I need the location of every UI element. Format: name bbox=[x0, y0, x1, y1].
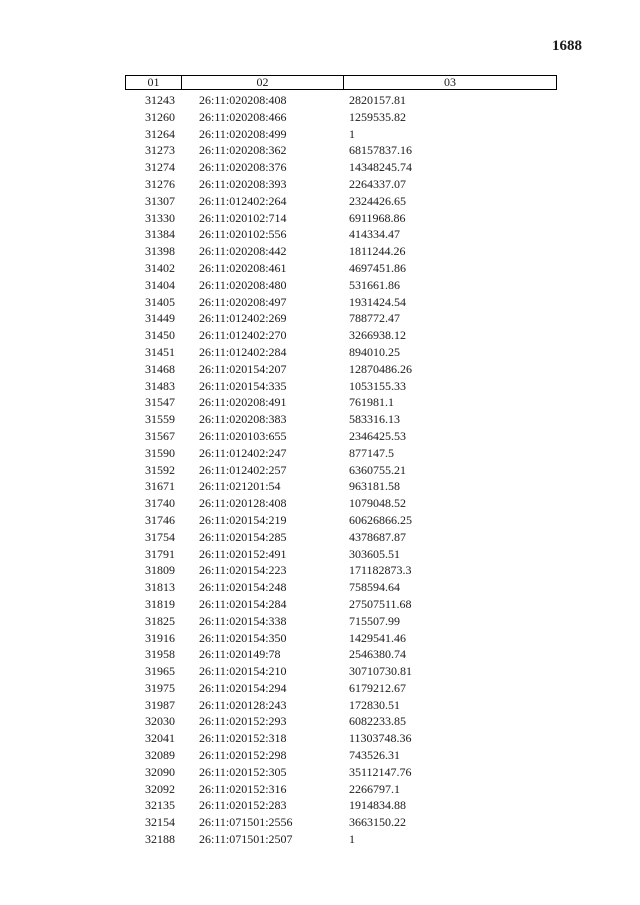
cadastral-number-cell: 26:11:020102:556 bbox=[199, 227, 287, 242]
cadastral-number-cell: 26:11:012402:284 bbox=[199, 344, 287, 359]
table-row bbox=[125, 277, 557, 294]
table-row bbox=[125, 764, 557, 781]
row-id-cell: 31813 bbox=[145, 580, 175, 595]
cadastral-number-cell: 26:11:020208:383 bbox=[199, 412, 287, 427]
table-row bbox=[125, 747, 557, 764]
cadastral-number-cell: 26:11:012402:270 bbox=[199, 328, 287, 343]
table-row bbox=[125, 613, 557, 630]
table-row bbox=[125, 630, 557, 647]
table-row bbox=[125, 310, 557, 327]
table-row bbox=[125, 697, 557, 714]
cadastral-number-cell: 26:11:020152:305 bbox=[199, 764, 287, 779]
row-id-cell: 31405 bbox=[145, 294, 175, 309]
cadastral-number-cell: 26:11:020208:362 bbox=[199, 143, 287, 158]
row-id-cell: 31276 bbox=[145, 176, 175, 191]
cadastral-number-cell: 26:11:020154:284 bbox=[199, 596, 287, 611]
cadastral-number-cell: 26:11:012402:269 bbox=[199, 311, 287, 326]
value-cell: 27507511.68 bbox=[349, 596, 412, 611]
cadastral-number-cell: 26:11:020154:338 bbox=[199, 613, 287, 628]
table-row bbox=[125, 663, 557, 680]
value-cell: 583316.13 bbox=[349, 412, 400, 427]
value-cell: 3663150.22 bbox=[349, 815, 406, 830]
column-header-02: 02 bbox=[182, 76, 344, 89]
value-cell: 1811244.26 bbox=[349, 244, 406, 259]
table-row bbox=[125, 428, 557, 445]
row-id-cell: 32090 bbox=[145, 764, 175, 779]
table-row bbox=[125, 294, 557, 311]
table-row bbox=[125, 226, 557, 243]
cadastral-number-cell: 26:11:020208:466 bbox=[199, 109, 287, 124]
value-cell: 172830.51 bbox=[349, 697, 400, 712]
cadastral-number-cell: 26:11:020152:293 bbox=[199, 714, 287, 729]
cadastral-number-cell: 26:11:020208:497 bbox=[199, 294, 287, 309]
table-row bbox=[125, 562, 557, 579]
row-id-cell: 31264 bbox=[145, 126, 175, 141]
row-id-cell: 32135 bbox=[145, 798, 175, 813]
cadastral-number-cell: 26:11:020154:207 bbox=[199, 361, 287, 376]
cadastral-number-cell: 26:11:012402:264 bbox=[199, 193, 287, 208]
table-body bbox=[125, 92, 557, 848]
value-cell: 60626866.25 bbox=[349, 512, 412, 527]
value-cell: 2346425.53 bbox=[349, 428, 406, 443]
row-id-cell: 32089 bbox=[145, 748, 175, 763]
value-cell: 68157837.16 bbox=[349, 143, 412, 158]
row-id-cell: 31449 bbox=[145, 311, 175, 326]
table-row bbox=[125, 680, 557, 697]
value-cell: 1 bbox=[349, 832, 355, 847]
value-cell: 1914834.88 bbox=[349, 798, 406, 813]
value-cell: 11303748.36 bbox=[349, 731, 412, 746]
value-cell: 894010.25 bbox=[349, 344, 400, 359]
row-id-cell: 31671 bbox=[145, 479, 175, 494]
row-id-cell: 31975 bbox=[145, 680, 175, 695]
table-row bbox=[125, 210, 557, 227]
table-row bbox=[125, 579, 557, 596]
table-row bbox=[125, 713, 557, 730]
value-cell: 3266938.12 bbox=[349, 328, 406, 343]
table-row bbox=[125, 411, 557, 428]
cadastral-number-cell: 26:11:020154:219 bbox=[199, 512, 287, 527]
column-header-03: 03 bbox=[444, 75, 456, 89]
cadastral-number-cell: 26:11:020128:243 bbox=[199, 697, 287, 712]
table-row bbox=[125, 92, 557, 109]
table-row bbox=[125, 378, 557, 395]
value-cell: 1429541.46 bbox=[349, 630, 406, 645]
cadastral-number-cell: 26:11:012402:257 bbox=[199, 462, 287, 477]
row-id-cell: 32041 bbox=[145, 731, 175, 746]
row-id-cell: 31243 bbox=[145, 93, 175, 107]
cadastral-number-cell: 26:11:020154:210 bbox=[199, 664, 287, 679]
table-row bbox=[125, 478, 557, 495]
row-id-cell: 31468 bbox=[145, 361, 175, 376]
cadastral-number-cell: 26:11:012402:247 bbox=[199, 445, 287, 460]
value-cell: 2264337.07 bbox=[349, 176, 406, 191]
row-id-cell: 31791 bbox=[145, 546, 175, 561]
table-row bbox=[125, 193, 557, 210]
cadastral-number-cell: 26:11:020208:376 bbox=[199, 160, 287, 175]
value-cell: 788772.47 bbox=[349, 311, 400, 326]
value-cell: 171182873.3 bbox=[349, 563, 412, 578]
row-id-cell: 31450 bbox=[145, 328, 175, 343]
table-row bbox=[125, 445, 557, 462]
table-row bbox=[125, 730, 557, 747]
row-id-cell: 31740 bbox=[145, 496, 175, 511]
cadastral-number-cell: 26:11:020154:350 bbox=[199, 630, 287, 645]
page-number: 1688 bbox=[552, 38, 582, 54]
table-row bbox=[125, 831, 557, 848]
row-id-cell: 31965 bbox=[145, 664, 175, 679]
row-id-cell: 31567 bbox=[145, 428, 175, 443]
row-id-cell: 31483 bbox=[145, 378, 175, 393]
value-cell: 4697451.86 bbox=[349, 260, 406, 275]
value-cell: 963181.58 bbox=[349, 479, 400, 494]
cadastral-number-cell: 26:11:020152:491 bbox=[199, 546, 287, 561]
table-row bbox=[125, 176, 557, 193]
cadastral-number-cell: 26:11:020208:393 bbox=[199, 176, 287, 191]
cadastral-number-cell: 26:11:020103:655 bbox=[199, 428, 287, 443]
table-row bbox=[125, 814, 557, 831]
value-cell: 6911968.86 bbox=[349, 210, 406, 225]
row-id-cell: 32030 bbox=[145, 714, 175, 729]
cadastral-number-cell: 26:11:020152:298 bbox=[199, 748, 287, 763]
value-cell: 1 bbox=[349, 126, 355, 141]
value-cell: 6179212.67 bbox=[349, 680, 406, 695]
column-header-01: 01 bbox=[126, 76, 182, 89]
value-cell: 743526.31 bbox=[349, 748, 400, 763]
value-cell: 4378687.87 bbox=[349, 529, 406, 544]
row-id-cell: 31819 bbox=[145, 596, 175, 611]
table-row bbox=[125, 126, 557, 143]
value-cell: 877147.5 bbox=[349, 445, 394, 460]
value-cell: 758594.64 bbox=[349, 580, 400, 595]
row-id-cell: 32154 bbox=[145, 815, 175, 830]
value-cell: 35112147.76 bbox=[349, 764, 412, 779]
table-row bbox=[125, 142, 557, 159]
row-id-cell: 31916 bbox=[145, 630, 175, 645]
row-id-cell: 31559 bbox=[145, 412, 175, 427]
cadastral-number-cell: 26:11:020208:442 bbox=[199, 244, 287, 259]
table-header bbox=[125, 75, 557, 90]
value-cell: 2820157.81 bbox=[349, 93, 406, 107]
value-cell: 6360755.21 bbox=[349, 462, 406, 477]
value-cell: 2324426.65 bbox=[349, 193, 406, 208]
cadastral-number-cell: 26:11:020154:335 bbox=[199, 378, 287, 393]
table-row bbox=[125, 361, 557, 378]
data-table bbox=[125, 75, 557, 848]
row-id-cell: 31809 bbox=[145, 563, 175, 578]
table-row bbox=[125, 327, 557, 344]
cadastral-number-cell: 26:11:020154:285 bbox=[199, 529, 287, 544]
table-row bbox=[125, 462, 557, 479]
value-cell: 715507.99 bbox=[349, 613, 400, 628]
table-row bbox=[125, 495, 557, 512]
cadastral-number-cell: 26:11:020208:499 bbox=[199, 126, 287, 141]
row-id-cell: 31547 bbox=[145, 395, 175, 410]
table-row bbox=[125, 344, 557, 361]
cadastral-number-cell: 26:11:020208:480 bbox=[199, 277, 287, 292]
table-row bbox=[125, 260, 557, 277]
row-id-cell: 32092 bbox=[145, 781, 175, 796]
row-id-cell: 31273 bbox=[145, 143, 175, 158]
table-row bbox=[125, 646, 557, 663]
cadastral-number-cell: 26:11:020102:714 bbox=[199, 210, 287, 225]
value-cell: 30710730.81 bbox=[349, 664, 412, 679]
cadastral-number-cell: 26:11:020154:223 bbox=[199, 563, 287, 578]
cadastral-number-cell: 26:11:071501:2556 bbox=[199, 815, 293, 830]
value-cell: 12870486.26 bbox=[349, 361, 412, 376]
row-id-cell: 31307 bbox=[145, 193, 175, 208]
row-id-cell: 31330 bbox=[145, 210, 175, 225]
cadastral-number-cell: 26:11:021201:54 bbox=[199, 479, 281, 494]
row-id-cell: 31958 bbox=[145, 647, 175, 662]
cadastral-number-cell: 26:11:020208:461 bbox=[199, 260, 287, 275]
cadastral-number-cell: 26:11:020152:283 bbox=[199, 798, 287, 813]
row-id-cell: 31404 bbox=[145, 277, 175, 292]
table-row bbox=[125, 596, 557, 613]
value-cell: 2546380.74 bbox=[349, 647, 406, 662]
value-cell: 761981.1 bbox=[349, 395, 394, 410]
table-row bbox=[125, 159, 557, 176]
cadastral-number-cell: 26:11:020149:78 bbox=[199, 647, 281, 662]
table-row bbox=[125, 546, 557, 563]
value-cell: 1053155.33 bbox=[349, 378, 406, 393]
cadastral-number-cell: 26:11:020152:316 bbox=[199, 781, 287, 796]
value-cell: 6082233.85 bbox=[349, 714, 406, 729]
cadastral-number-cell: 26:11:020152:318 bbox=[199, 731, 287, 746]
row-id-cell: 31746 bbox=[145, 512, 175, 527]
cadastral-number-cell: 26:11:020128:408 bbox=[199, 496, 287, 511]
table-row bbox=[125, 512, 557, 529]
value-cell: 303605.51 bbox=[349, 546, 400, 561]
row-id-cell: 31384 bbox=[145, 227, 175, 242]
row-id-cell: 31825 bbox=[145, 613, 175, 628]
value-cell: 1931424.54 bbox=[349, 294, 406, 309]
table-row bbox=[125, 394, 557, 411]
row-id-cell: 31402 bbox=[145, 260, 175, 275]
cadastral-number-cell: 26:11:020154:294 bbox=[199, 680, 287, 695]
row-id-cell: 31590 bbox=[145, 445, 175, 460]
row-id-cell: 31274 bbox=[145, 160, 175, 175]
value-cell: 531661.86 bbox=[349, 277, 400, 292]
cadastral-number-cell: 26:11:020208:491 bbox=[199, 395, 287, 410]
table-row bbox=[125, 529, 557, 546]
row-id-cell: 31987 bbox=[145, 697, 175, 712]
value-cell: 414334.47 bbox=[349, 227, 400, 242]
table-row bbox=[125, 797, 557, 814]
row-id-cell: 31260 bbox=[145, 109, 175, 124]
value-cell: 1259535.82 bbox=[349, 109, 406, 124]
table-row bbox=[125, 243, 557, 260]
row-id-cell: 31451 bbox=[145, 344, 175, 359]
cadastral-number-cell: 26:11:020154:248 bbox=[199, 580, 287, 595]
row-id-cell: 32188 bbox=[145, 832, 175, 847]
cadastral-number-cell: 26:11:071501:2507 bbox=[199, 832, 293, 847]
table-row bbox=[125, 781, 557, 798]
table-row bbox=[125, 109, 557, 126]
row-id-cell: 31754 bbox=[145, 529, 175, 544]
value-cell: 1079048.52 bbox=[349, 496, 406, 511]
cadastral-number-cell: 26:11:020208:408 bbox=[199, 93, 287, 107]
row-id-cell: 31398 bbox=[145, 244, 175, 259]
value-cell: 14348245.74 bbox=[349, 160, 412, 175]
value-cell: 2266797.1 bbox=[349, 781, 400, 796]
row-id-cell: 31592 bbox=[145, 462, 175, 477]
